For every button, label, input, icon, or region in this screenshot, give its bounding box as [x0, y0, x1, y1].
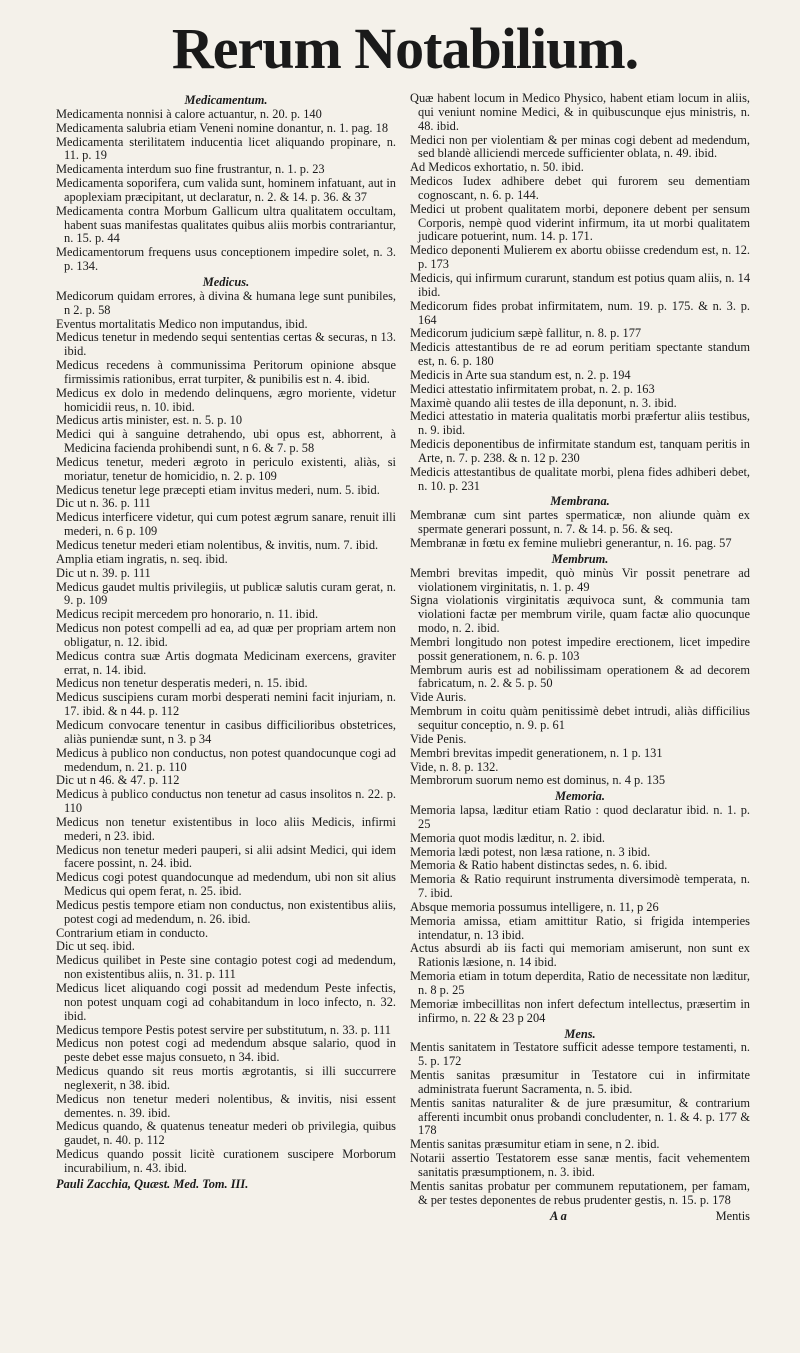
index-entry: Actus absurdi ab iis facti qui memoriam amiserunt, non sunt ex Rationis læsione, n. 14 ibid. [410, 941, 750, 970]
index-entry: Medicus recedens à communissima Peritorum opinione absque firmissimis rationibus, errat turpiter, & punibilis est n. 4. ibid. [56, 358, 396, 386]
index-entry: Contrarium etiam in conducto. [56, 925, 209, 940]
index-entry: Memoria amissa, etiam amittitur Ratio, si frigida intemperies intendatur, n. 13 ibid. [410, 913, 750, 942]
index-entry: Membri brevitas impedit, quò minùs Vir possit penetrare ad violationem virginitatis, n. 1. p. 49 [410, 565, 750, 594]
index-entry: Mentis sanitas probatur per communem reputationem, per famam, & per testes deponentes de rebus prudenter gestis, n. 15. p. 178 [410, 1178, 750, 1207]
index-entry: Membranæ cum sint partes spermaticæ, non aliunde quàm ex spermate generari possunt, n. 7. & 14. p. 56. & seq. [410, 508, 750, 537]
index-entry: Medicis in Arte sua standum est, n. 2. p. 194 [410, 367, 631, 382]
index-entry: Medico deponenti Mulierem ex abortu obiisse credendum est, n. 12. p. 173 [410, 243, 750, 272]
index-entry: Medicus à publico conductus non tenetur ad casus insolitos n. 22. p. 110 [56, 787, 396, 816]
index-entry: Medici attestatio in materia qualitatis morbi præfertur aliis testibus, n. 9. ibid. [410, 409, 750, 438]
index-entry: Membrorum suorum nemo est dominus, n. 4 p. 135 [410, 773, 666, 788]
index-entry: Memoria lapsa, læditur etiam Ratio : quod declaratur ibid. n. 1. p. 25 [410, 803, 750, 831]
index-entry: Medicus non tenetur existentibus in loco aliis Medicis, infirmi mederi, n 23. ibid. [56, 814, 396, 843]
index-entry: Quæ habent locum in Medico Physico, habent etiam locum in aliis, qui veniunt nomine Medici, & in quibuscunque ejus ministris, n. 48. ibid. [410, 91, 750, 133]
index-entry: Medicus non potest compelli ad ea, ad quæ per propriam artem non obligatur, n. 12. ibid. [56, 621, 396, 649]
index-entry: Membri longitudo non potest impedire erectionem, licet impedire possit generationem, n. 6. p. 103 [410, 634, 750, 663]
section-heading: Membrum. [551, 551, 609, 566]
index-entry: Medicamenta salubria etiam Veneni nomine donantur, n. 1. pag. 18 [56, 120, 389, 135]
index-entry: Membri brevitas impedit generationem, n. 1 p. 131 [410, 745, 663, 760]
index-entry: Medicus ex dolo in medendo delinquens, ægro moriente, videtur homicidii reus, n. 10. ibid. [56, 385, 396, 414]
index-entry: Mentis sanitas naturaliter & de jure præsumitur, & contrarium afferenti incumbit onus probandi concludenter, n. 1. & 4. p. 177 & 178 [410, 1095, 750, 1138]
index-entry: Memoria & Ratio habent distinctas sedes, n. 6. ibid. [410, 858, 668, 873]
index-entry: Medici non per violentiam & per minas cogi debent ad medendum, sed blandè alliciendi mercede sufficienter oblata, n. 49. ibid. [410, 132, 750, 161]
index-entry: Dic ut n 46. & 47. p. 112 [56, 773, 180, 788]
footer-author-line: Pauli Zacchia, Quæst. Med. Tom. III. [56, 1176, 249, 1191]
index-entry: Medicus tenetur, mederi ægroto in periculo existenti, aliàs, si moriatur, tenetur de homicidio, n. 2. p. 109 [56, 454, 396, 483]
index-entry: Medicus quando sit reus mortis ægrotantis, si illi succurrere neglexerit, n 38. ibid. [56, 1064, 396, 1092]
index-entry: Ad Medicos exhortatio, n. 50. ibid. [410, 160, 584, 175]
index-entry: Medicorum quidam errores, à divina & humana lege sunt punibiles, n 2. p. 58 [56, 288, 396, 317]
index-columns [56, 92, 754, 1223]
index-entry: Medicamenta sterilitatem inducentia licet aliquando propinare, n. 11. p. 19 [56, 134, 396, 163]
index-entry: Signa violationis virginitatis æquivoca sunt, & communia tam violationi factæ per membrum virile, quam factæ alio quocunque modo, n. 2. ibid. [410, 593, 750, 636]
index-entry: Medicus artis minister, est. n. 5. p. 10 [56, 413, 243, 428]
index-entry: Mentis sanitas præsumitur in Testatore cui in infirmitate administrata fuerunt Sacramenta, n. 5. ibid. [410, 1068, 750, 1096]
index-entry: Medicus quando, & quatenus teneatur mederi ob privilegia, quibus gaudet, n. 40. p. 112 [56, 1119, 396, 1148]
index-entry: Vide Auris. [410, 690, 467, 705]
index-entry: Medicis, qui infirmum curarunt, standum est potius quam aliis, n. 14 ibid. [410, 270, 751, 299]
section-heading: Medicus. [202, 274, 250, 289]
index-entry: Medicus contra suæ Artis dogmata Medicinam exercens, graviter errat, n. 14. ibid. [56, 648, 396, 677]
index-entry: Medicus non potest cogi ad medendum absque salario, quod in peste debet esse majus consueto, n 34. ibid. [56, 1036, 396, 1065]
index-entry: Dic ut n. 36. p. 111 [56, 496, 151, 511]
index-entry: Medicamenta contra Morbum Gallicum ultra qualitatem occultam, habent suas manifestas qualitates quibus aliis morbis contrariantur, n. 15. p. 44 [56, 203, 396, 246]
index-entry: Medici qui à sanguine detrahendo, ubi opus est, abhorrent, à Medicina facienda prohibendi sunt, n 6. & 7. p. 58 [56, 427, 396, 456]
index-entry: Medicis attestantibus de re ad eorum peritiam spectante standum est, n. 6. p. 180 [410, 340, 750, 369]
index-entry: Medicamenta nonnisi à calore actuantur, n. 20. p. 140 [56, 106, 322, 121]
index-entry: Medicamentorum frequens usus conceptionem impedire solet, n. 3. p. 134. [56, 245, 396, 274]
footer-signature-line [410, 1210, 750, 1224]
index-entry: Maximè quando alii testes de illa deponunt, n. 3. ibid. [410, 395, 677, 410]
index-entry: Medicus non tenetur mederi nolentibus, & invitis, nisi essent dementes. n. 39. ibid. [56, 1091, 396, 1120]
index-entry: Medicus non tenetur desperatis mederi, n. 15. ibid. [56, 676, 308, 691]
index-entry: Medicamenta interdum suo fine frustrantur, n. 1. p. 23 [56, 162, 325, 177]
catchword: Mentis [715, 1208, 750, 1223]
index-entry: Memoria etiam in totum deperdita, Ratio de necessitate non læditur, n. 8 p. 25 [410, 969, 750, 997]
index-entry: Medicus quando possit licitè curationem suscipere Morborum incurabilium, n. 43. ibid. [56, 1147, 396, 1175]
index-entry: Medicus pestis tempore etiam non conductus, non existentibus aliis, potest cogi ad medendum, n. 26. ibid. [56, 897, 396, 926]
index-entry: Medicorum fides probat infirmitatem, num. 19. p. 175. & n. 3. p. 164 [410, 298, 750, 327]
index-entry: Medicus suscipiens curam morbi desperati nemini facit injuriam, n. 17. ibid. & n 44. p. 112 [56, 690, 396, 719]
index-entry: Mentis sanitatem in Testatore sufficit adesse tempore testamenti, n. 5. p. 172 [410, 1040, 750, 1069]
index-entry: Memoria & Ratio requirunt instrumenta diversimodè temperata, n. 7. ibid. [410, 872, 750, 901]
index-entry: Medicos Iudex adhibere debet qui furorem seu dementiam cognoscant, n. 6. p. 144. [410, 174, 750, 202]
index-entry: Absque memoria possumus intelligere, n. 11, p 26 [410, 899, 659, 914]
left-column [56, 92, 396, 1223]
index-entry: Medicus licet aliquando cogi possit ad medendum Peste infectis, non potest unquam cogi ad cohabitandum in loco infecto, n. 32. ibid. [56, 981, 396, 1023]
section-heading: Mens. [564, 1026, 596, 1041]
index-entry: Medicum convocare tenentur in casibus difficilioribus obstetrices, aliàs puniendæ sunt, n 3. p 34 [56, 717, 396, 746]
index-entry: Medici ut probent qualitatem morbi, deponere debent per sensum Corporis, nempè quod viderint infirmum, ita ut morbi qualitatem judicare potuerint, num. 14. p. 171. [410, 201, 750, 244]
index-entry: Medicus recipit mercedem pro honorario, n. 11. ibid. [56, 607, 319, 622]
section-heading: Membrana. [550, 494, 610, 509]
index-entry: Memoriæ imbecillitas non infert defectum intellectus, præsertim in infirmo, n. 22 & 23 p 204 [410, 996, 750, 1025]
right-column [410, 92, 750, 1223]
index-entry: Medicus interficere videtur, qui cum potest ægrum sanare, renuit illi mederi, n. 6 p. 109 [56, 510, 396, 539]
index-entry: Medicus gaudet multis privilegiis, ut publicæ salutis curam gerat, n. 9. p. 109 [56, 579, 396, 608]
index-entry: Medicus tenetur in medendo sequi sententias certas & securas, n 13. ibid. [56, 330, 396, 359]
index-entry: Medicorum judicium sæpè fallitur, n. 8. p. 177 [410, 326, 642, 341]
index-entry: Dic ut seq. ibid. [56, 939, 135, 954]
index-entry: Eventus mortalitatis Medico non imputandus, ibid. [56, 316, 308, 331]
section-heading: Memoria. [555, 789, 605, 804]
index-entry: Medicamenta soporifera, cum valida sunt, hominem infatuant, aut in apoplexiam præcipitant, ut declaratur, n. 2. & 14. p. 36. & 37 [56, 176, 396, 204]
section-heading: Medicamentum. [184, 93, 268, 107]
index-entry: Medicus tempore Pestis potest servire per substitutum, n. 33. p. 111 [56, 1022, 391, 1037]
index-entry: Mentis sanitas præsumitur etiam in sene, n 2. ibid. [410, 1137, 660, 1152]
index-entry: Medicis attestantibus de qualitate morbi, plena fides adhiberi debet, n. 10. p. 231 [410, 464, 750, 493]
index-entry: Vide, n. 8. p. 132. [410, 759, 499, 774]
page-title: Rerum Notabilium. [171, 16, 639, 81]
index-entry: Vide Penis. [410, 731, 467, 746]
index-entry: Membrum auris est ad nobilissimam operationem & ad decorem fabricatum, n. 2. & 5. p. 50 [410, 662, 750, 691]
index-entry: Medicus quilibet in Peste sine contagio potest cogi ad medendum, non existentibus aliis, n. 31. p. 111 [56, 953, 396, 982]
index-entry: Membrum in coitu quàm penitissimè debet intrudi, aliàs difficilius sequitur conceptio, n. 9. p. 61 [410, 704, 750, 732]
index-entry: Dic ut n. 39. p. 111 [56, 565, 151, 580]
index-entry: Memoria lædi potest, non læsa ratione, n. 3 ibid. [410, 844, 651, 859]
index-entry: Medicus tenetur mederi etiam nolentibus, & invitis, num. 7. ibid. [56, 538, 379, 552]
index-entry: Medicus cogi potest quandocunque ad medendum, ubi non sit alius Medicus qui opem ferat, n. 25. ibid. [56, 870, 396, 899]
index-entry: Medicus tenetur lege præcepti etiam invitus mederi, num. 5. ibid. [56, 482, 380, 497]
index-entry: Medici attestatio infirmitatem probat, n. 2. p. 163 [410, 381, 655, 396]
index-entry: Memoria quot modis læditur, n. 2. ibid. [410, 830, 605, 845]
index-entry: Medicus à publico non conductus, non potest quandocunque cogi ad medendum, n. 21. p. 110 [56, 745, 396, 774]
index-entry: Amplia etiam ingratis, n. seq. ibid. [56, 551, 228, 566]
signature-mark: A a [550, 1208, 567, 1223]
index-entry: Membranæ in fœtu ex femine muliebri generantur, n. 16. pag. 57 [410, 536, 732, 550]
index-entry: Medicus non tenetur mederi pauperi, si alii adsint Medici, qui idem facere possint, n. 24. ibid. [56, 842, 396, 871]
index-entry: Medicis deponentibus de infirmitate standum est, tanquam peritis in Arte, n. 7. p. 238. & n. 12 p. 230 [410, 437, 750, 465]
index-entry: Notarii assertio Testatorem esse sanæ mentis, facit vehementem sanitatis præsumptionem, n. 3. ibid. [410, 1151, 750, 1179]
